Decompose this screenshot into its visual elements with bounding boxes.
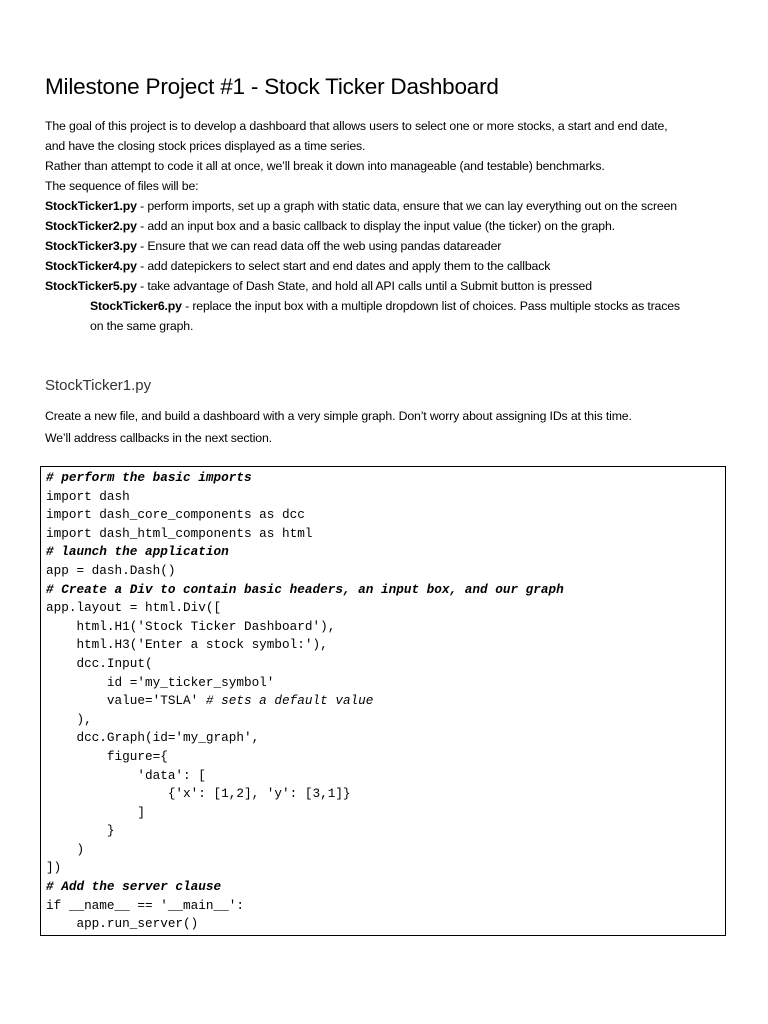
code-text: app.layout = html.Div([ <box>46 600 222 616</box>
code-comment: # sets a default value <box>205 693 374 709</box>
file-item <box>45 276 725 296</box>
file-name: StockTicker2.py <box>45 219 137 233</box>
file-description-continued: on the same graph. <box>90 319 194 333</box>
code-text: if __name__ == '__main__': <box>46 897 244 913</box>
code-text: html.H3('Enter a stock symbol:'), <box>46 637 328 653</box>
code-line <box>46 599 564 618</box>
code-line <box>46 729 564 748</box>
file-name: StockTicker3.py <box>45 239 137 253</box>
code-text: import dash_core_components as dcc <box>46 507 305 523</box>
file-item <box>45 236 725 256</box>
file-description: - Ensure that we can read data off the web using pandas datareader <box>136 239 502 253</box>
code-text: app.run_server() <box>46 916 199 932</box>
code-line <box>46 469 564 488</box>
code-line <box>46 562 564 581</box>
file-name: StockTicker6.py <box>90 299 182 313</box>
code-line <box>46 543 564 562</box>
code-text: figure={ <box>46 748 168 764</box>
code-line <box>46 804 564 823</box>
code-text: 'data': [ <box>46 767 206 783</box>
code-line <box>46 915 564 934</box>
code-line <box>46 878 564 897</box>
code-text: app = dash.Dash() <box>46 562 176 578</box>
file-description: - add datepickers to select start and end dates and apply them to the callback <box>136 259 551 273</box>
code-line <box>46 581 564 600</box>
section-line: Create a new file, and build a dashboard with a very simple graph. Don’t worry about assigning IDs at this time. <box>45 409 632 423</box>
code-line <box>46 767 564 786</box>
section-heading: StockTicker1.py <box>45 377 152 394</box>
code-line <box>46 748 564 767</box>
intro-line: The sequence of files will be: <box>45 179 199 193</box>
code-line <box>46 636 564 655</box>
code-comment: # Create a Div to contain basic headers, an input box, and our graph <box>46 581 564 597</box>
code-text: id ='my_ticker_symbol' <box>46 674 275 690</box>
code-text: dcc.Graph(id='my_graph', <box>46 730 260 746</box>
code-line <box>46 674 564 693</box>
code-line <box>46 711 564 730</box>
code-comment: # perform the basic imports <box>46 470 252 485</box>
page-title: Milestone Project #1 - Stock Ticker Dashboard <box>45 74 499 99</box>
code-line <box>46 692 564 711</box>
code-comment: # launch the application <box>46 544 229 560</box>
code-line <box>46 859 564 878</box>
file-item <box>45 296 725 316</box>
code-line <box>46 525 564 544</box>
code-line <box>46 822 564 841</box>
file-description: - perform imports, set up a graph with static data, ensure that we can lay everything out on the screen <box>136 199 677 213</box>
code-line <box>46 897 564 916</box>
code-line <box>46 785 564 804</box>
code-listing <box>46 469 564 934</box>
file-name: StockTicker5.py <box>45 279 137 293</box>
project-description <box>45 116 725 336</box>
code-text: {'x': [1,2], 'y': [3,1]} <box>46 786 351 802</box>
code-text: import dash_html_components as html <box>46 525 313 541</box>
section-line: We’ll address callbacks in the next section. <box>45 431 272 445</box>
code-text: html.H1('Stock Ticker Dashboard'), <box>46 618 336 634</box>
code-line <box>46 655 564 674</box>
code-line <box>46 506 564 525</box>
code-text: ), <box>46 711 92 727</box>
code-block <box>40 466 726 936</box>
code-text: } <box>46 823 115 839</box>
code-comment: # Add the server clause <box>46 879 222 895</box>
intro-line: and have the closing stock prices displayed as a time series. <box>45 139 366 153</box>
file-description: - replace the input box with a multiple dropdown list of choices. Pass multiple stocks as traces <box>181 299 680 313</box>
code-line <box>46 488 564 507</box>
section-intro <box>45 405 735 449</box>
code-text: import dash <box>46 488 130 504</box>
intro-line: The goal of this project is to develop a dashboard that allows users to select one or more stocks, a start and end date, <box>45 119 668 133</box>
code-text: ]) <box>46 860 62 876</box>
file-item <box>45 256 725 276</box>
code-text: value='TSLA' <box>46 693 206 709</box>
intro-line: Rather than attempt to code it all at once, we’ll break it down into manageable (and testable) benchmarks. <box>45 159 605 173</box>
file-name: StockTicker4.py <box>45 259 137 273</box>
file-description: - add an input box and a basic callback to display the input value (the ticker) on the graph. <box>136 219 615 233</box>
code-line <box>46 841 564 860</box>
code-text: ] <box>46 804 145 820</box>
file-description: - take advantage of Dash State, and hold all API calls until a Submit button is pressed <box>136 279 592 293</box>
file-item <box>45 196 725 216</box>
file-name: StockTicker1.py <box>45 199 137 213</box>
code-text: ) <box>46 841 85 857</box>
code-line <box>46 618 564 637</box>
code-text: dcc.Input( <box>46 655 153 671</box>
file-item <box>45 216 725 236</box>
